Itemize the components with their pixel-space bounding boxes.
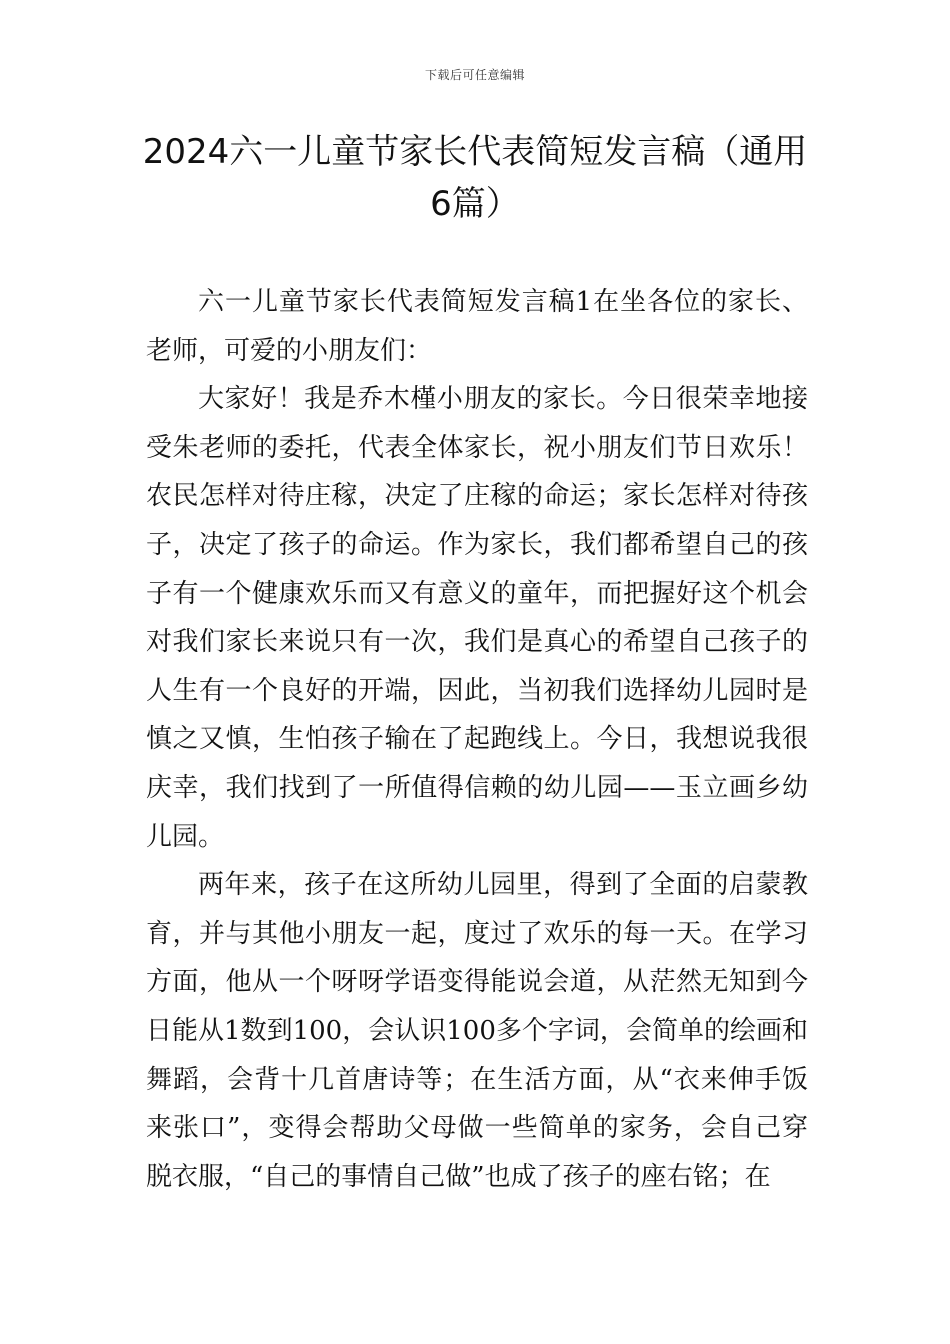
header-note: 下载后可任意编辑 [424,68,525,82]
paragraph: 两年来，孩子在这所幼儿园里，得到了全面的启蒙教育，并与其他小朋友一起，度过了欢乐的每一天。在学习方面，他从一个呀呀学语变得能说会道，从茫然无知到今日能从1数到100，会认识100多个字词，会简单的绘画和舞蹈，会背十几首唐诗等；在生活方面，从“衣来伸手饭来张口”，变得会帮助父母做一些简单的家务，会自己穿脱衣服，“自己的事情自己做”也成了孩子的座右铭；在 [146,870,808,1192]
paragraph: 大家好！我是乔木槿小朋友的家长。今日很荣幸地接受朱老师的委托，代表全体家长，祝小朋友们节日欢乐！农民怎样对待庄稼，决定了庄稼的命运；家长怎样对待孩子，决定了孩子的命运。作为家长，我们都希望自己的孩子有一个健康欢乐而又有意义的童年，而把握好这个机会对我们家长来说只有一次，我们是真心的希望自己孩子的人生有一个良好的开端，因此，当初我们选择幼儿园时是慎之又慎，生怕孩子输在了起跑线上。今日，我想说我很庆幸，我们找到了一所值得信赖的幼儿园——玉立画乡幼儿园。 [146,384,808,852]
document-body [146,278,808,1201]
paragraph: 六一儿童节家长代表简短发言稿1在坐各位的家长、老师，可爱的小朋友们： [146,287,808,366]
document-title: 2024六一儿童节家长代表简短发言稿（通用6篇） [142,132,808,224]
